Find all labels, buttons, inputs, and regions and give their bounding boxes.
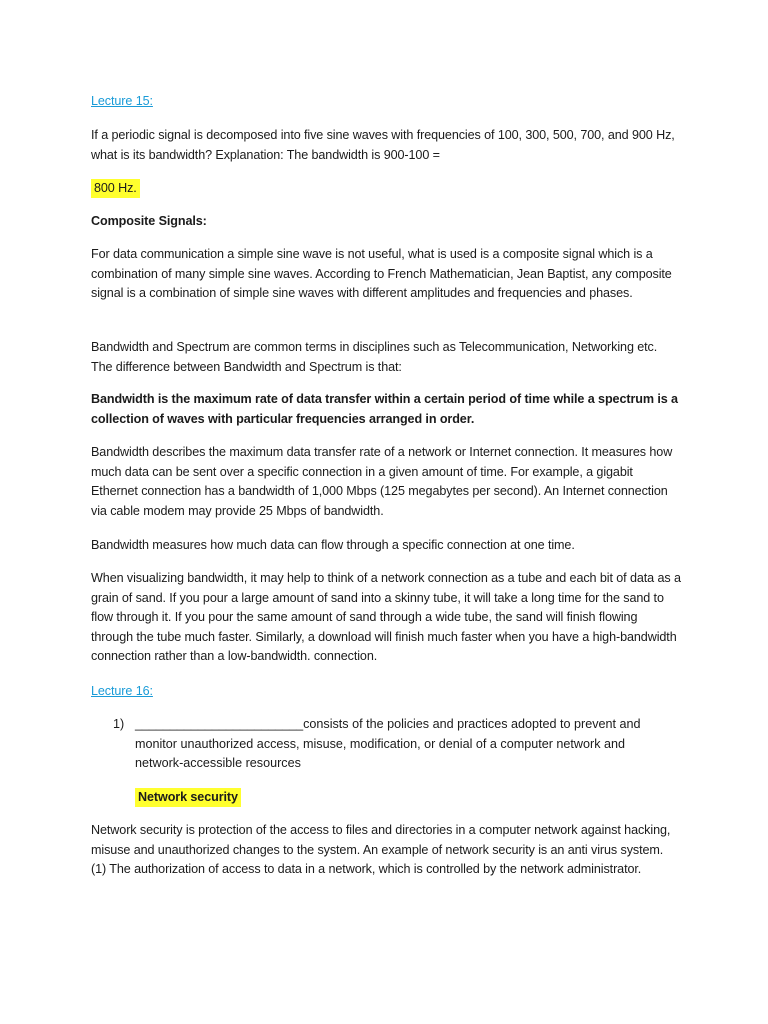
lecture-16-link[interactable]: Lecture 16: <box>91 684 153 698</box>
question-paragraph: If a periodic signal is decomposed into five sine waves with frequencies of 100, 300, 500, 700, and 900 Hz, what is its bandwidth? Explanation: The bandwidth is 900-100 = <box>91 128 675 162</box>
network-security-answer-line <box>135 788 725 808</box>
tube-analogy-paragraph: When visualizing bandwidth, it may help to think of a network connection as a tube and each bit of data as a grain of sand. If you pour a large amount of sand into a skinny tube, it will take a long time for the sand to flow through it. If you pour the same amount of sand through a wide tube, the sand will finish flowing through the tube much faster. Similarly, a download will finish much faster when you have a high-bandwidth connection rather than a low-bandwidth. connection. <box>91 571 681 664</box>
lecture-16-heading <box>91 682 681 702</box>
list-item-number: 1) <box>113 717 125 731</box>
answer-highlight: 800 Hz. <box>91 179 140 198</box>
answer-line <box>91 179 681 199</box>
lecture-15-heading <box>91 92 681 112</box>
bandwidth-definition: Bandwidth is the maximum rate of data transfer within a certain period of time while a spectrum is a collection of waves with particular frequencies arranged in order. <box>91 392 678 426</box>
bandwidth-spectrum-paragraph: Bandwidth and Spectrum are common terms in disciplines such as Telecommunication, Networking etc. The difference between Bandwidth and Spectrum is that: <box>91 340 658 374</box>
bandwidth-describes-paragraph: Bandwidth describes the maximum data transfer rate of a network or Internet connection. It measures how much data can be sent over a specific connection in a given amount of time. For example, a gigabit Ethernet connection has a bandwidth of 1,000 Mbps (125 megabytes per second). An Internet connection via cable modem may provide 25 Mbps of bandwidth. <box>91 445 673 518</box>
network-security-highlight: Network security <box>135 788 241 807</box>
lecture-15-link[interactable]: Lecture 15: <box>91 94 153 108</box>
composite-signals-heading: Composite Signals: <box>91 214 207 228</box>
composite-signals-paragraph: For data communication a simple sine wave is not useful, what is used is a composite signal which is a combination of many simple sine waves. According to French Mathematician, Jean Baptist, any composite signal is a combination of simple sine waves with different amplitudes and frequencies and phases. <box>91 247 672 301</box>
list-item-question: ________________________consists of the policies and practices adopted to prevent and monitor unauthorized access, misuse, modification, or denial of a computer network and network-accessible resources <box>135 717 641 771</box>
network-security-paragraph: Network security is protection of the access to files and directories in a computer network against hacking, misuse and unauthorized changes to the system. An example of network security is an anti virus system. (1) The authorization of access to data in a network, which is controlled by the network administrator. <box>91 823 671 877</box>
bandwidth-measures-paragraph: Bandwidth measures how much data can flow through a specific connection at one time. <box>91 538 575 552</box>
